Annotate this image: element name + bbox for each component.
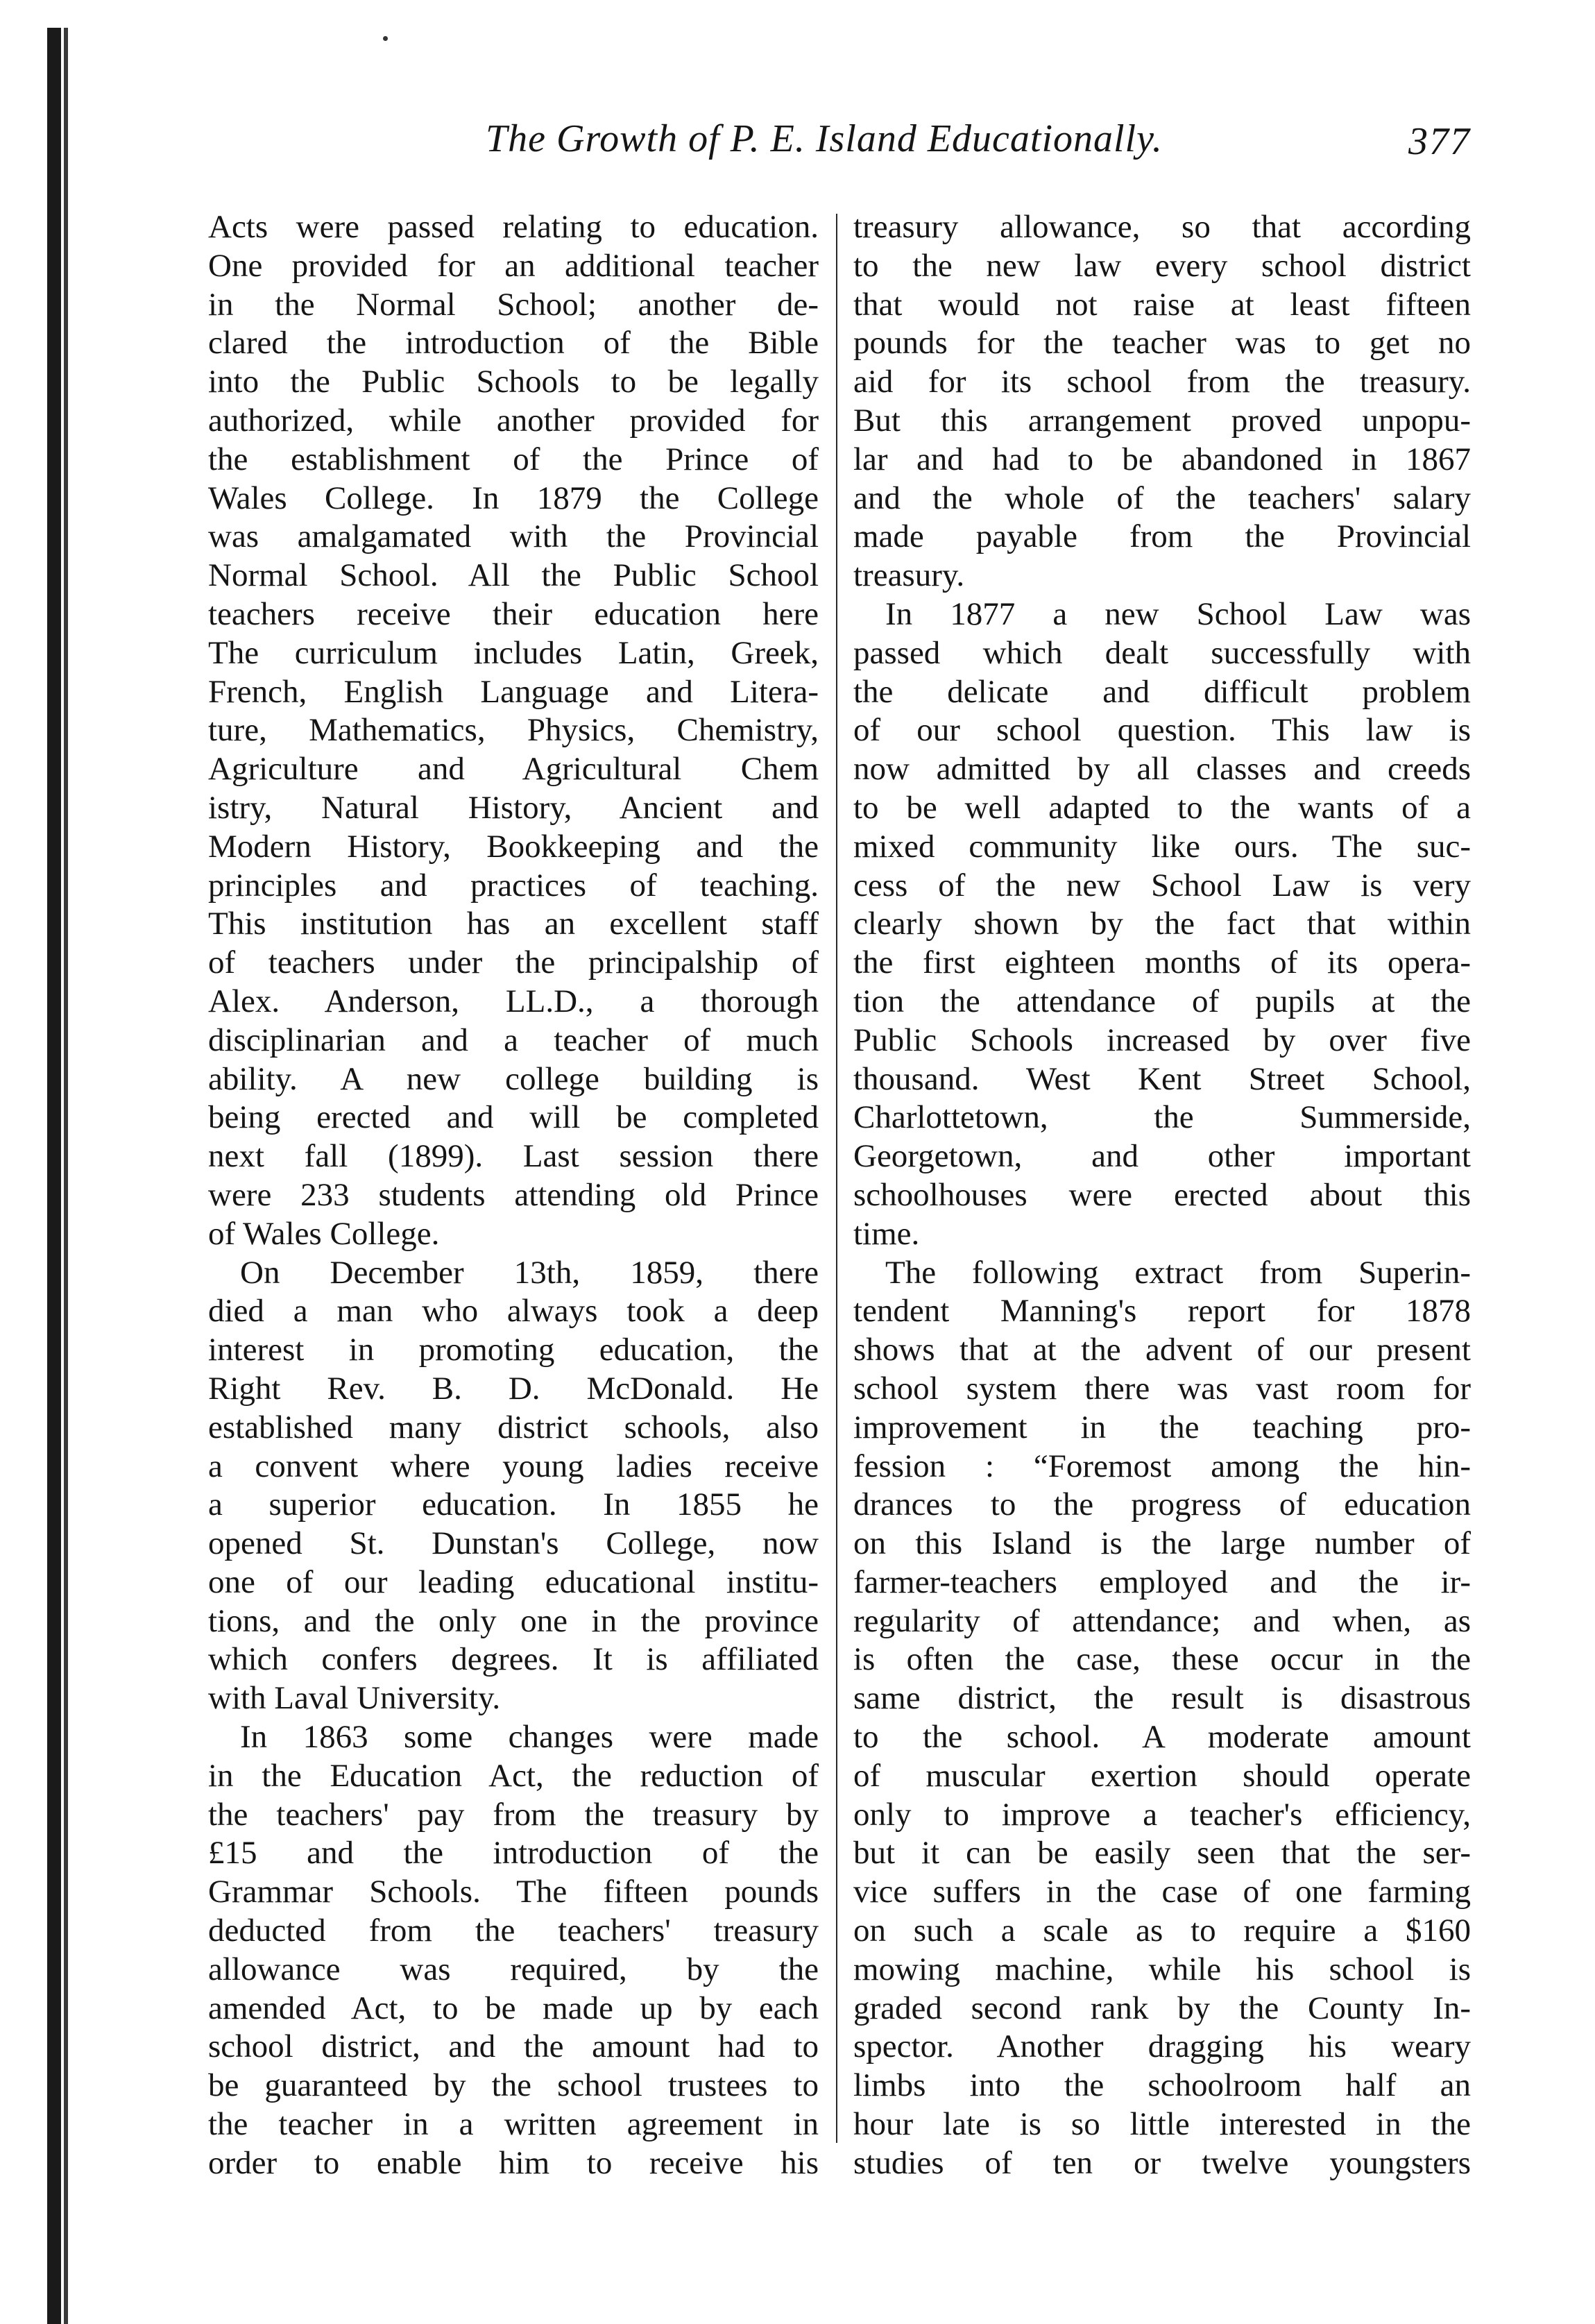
text-line: made payable from the Provincial [853,518,1471,555]
running-title: The Growth of P. E. Island Educationally. [486,117,1163,160]
print-speck [383,36,388,41]
text-line: treasury allowance, so that according [853,209,1471,245]
text-line: Wales College. In 1879 the College [208,480,819,516]
text-line: on this Island is the large number of [853,1525,1471,1562]
text-line: the first eighteen months of its opera- [853,944,1471,981]
text-line: the delicate and difficult problem [853,673,1471,710]
text-line: is often the case, these occur in the [853,1641,1471,1678]
text-line: Charlottetown, the Summerside, [853,1099,1471,1136]
text-line: a convent where young ladies receive [208,1448,819,1484]
text-line: only to improve a teacher's efficiency, [853,1796,1471,1833]
text-line: authorized, while another provided for [208,402,819,439]
text-line: Modern History, Bookkeeping and the [208,828,819,865]
text-line: to the new law every school district [853,247,1471,284]
text-line: Right Rev. B. D. McDonald. He [208,1370,819,1407]
text-line: Grammar Schools. The fifteen pounds [208,1874,819,1910]
text-line: hour late is so little interested in the [853,2106,1471,2143]
text-line: same district, the result is disastrous [853,1680,1471,1717]
binding-shadow-edge [64,28,68,2324]
right-column [853,208,1471,2183]
text-line: be guaranteed by the school trustees to [208,2067,819,2104]
text-line: vice suffers in the case of one farming [853,1874,1471,1910]
text-line: to be well adapted to the wants of a [853,789,1471,826]
text-line: to the school. A moderate amount [853,1719,1471,1756]
text-line: In 1877 a new School Law was [885,595,1471,632]
text-line: teachers receive their education here [208,595,819,632]
text-line: This institution has an excellent staff [208,906,819,942]
text-line: a superior education. In 1855 he [208,1486,819,1523]
text-line: now admitted by all classes and creeds [853,751,1471,788]
text-line: of muscular exertion should operate [853,1757,1471,1794]
text-line: established many district schools, also [208,1409,819,1445]
text-line: died a man who always took a deep [208,1293,819,1330]
text-line: being erected and will be completed [208,1099,819,1136]
text-line: opened St. Dunstan's College, now [208,1525,819,1562]
left-column [208,208,819,2183]
text-line: but it can be easily seen that the ser- [853,1835,1471,1872]
text-line: and the whole of the teachers' salary [853,480,1471,516]
text-line: of Wales College. [208,1215,440,1252]
text-line: principles and practices of teaching. [208,867,819,904]
text-line: improvement in the teaching pro- [853,1409,1471,1445]
page-number: 377 [1408,120,1471,163]
text-line: next fall (1899). Last session there [208,1138,819,1175]
text-line: The following extract from Superin- [885,1254,1471,1291]
text-line: cess of the new School Law is very [853,867,1471,904]
text-line: passed which dealt successfully with [853,634,1471,671]
text-line: the teacher in a written agreement in [208,2106,819,2143]
text-line: farmer-teachers employed and the ir- [853,1563,1471,1600]
text-line: amended Act, to be made up by each [208,1990,819,2026]
text-line: In 1863 some changes were made [240,1719,819,1756]
text-line: that would not raise at least fifteen [853,286,1471,323]
text-line: one of our leading educational institu- [208,1563,819,1600]
text-line: the teachers' pay from the treasury by [208,1796,819,1833]
text-line: The curriculum includes Latin, Greek, [208,634,819,671]
text-line: in the Normal School; another de- [208,286,819,323]
text-line: Public Schools increased by over five [853,1021,1471,1058]
text-line: allowance was required, by the [208,1951,819,1987]
text-line: But this arrangement proved unpopu- [853,402,1471,439]
text-line: ture, Mathematics, Physics, Chemistry, [208,712,819,749]
text-line: school system there was vast room for [853,1370,1471,1407]
text-line: On December 13th, 1859, there [240,1254,819,1291]
text-line: Normal School. All the Public School [208,557,819,594]
text-line: tendent Manning's report for 1878 [853,1293,1471,1330]
text-line: lar and had to be abandoned in 1867 [853,441,1471,477]
text-line: pounds for the teacher was to get no [853,325,1471,362]
text-line: with Laval University. [208,1680,501,1717]
text-line: French, English Language and Litera- [208,673,819,710]
text-line: £15 and the introduction of the [208,1835,819,1872]
text-line: the establishment of the Prince of [208,441,819,477]
text-line: on such a scale as to require a $160 [853,1912,1471,1949]
text-line: ability. A new college building is [208,1060,819,1097]
text-line: spector. Another dragging his weary [853,2028,1471,2065]
text-line: graded second rank by the County In- [853,1990,1471,2026]
text-line: mowing machine, while his school is [853,1951,1471,1987]
text-line: shows that at the advent of our present [853,1332,1471,1368]
text-line: which confers degrees. It is affiliated [208,1641,819,1678]
text-line: schoolhouses were erected about this [853,1176,1471,1213]
text-line: were 233 students attending old Prince [208,1176,819,1213]
text-line: disciplinarian and a teacher of much [208,1021,819,1058]
text-line: order to enable him to receive his [208,2144,819,2181]
binding-shadow [47,28,61,2324]
text-line: Georgetown, and other important [853,1138,1471,1175]
text-line: regularity of attendance; and when, as [853,1602,1471,1639]
text-line: treasury. [853,557,965,594]
text-line: was amalgamated with the Provincial [208,518,819,555]
text-line: studies of ten or twelve youngsters [853,2144,1471,2181]
text-line: tions, and the only one in the province [208,1602,819,1639]
text-line: deducted from the teachers' treasury [208,1912,819,1949]
text-line: of teachers under the principalship of [208,944,819,981]
text-line: school district, and the amount had to [208,2028,819,2065]
text-line: Agriculture and Agricultural Chem [208,751,819,788]
text-line: into the Public Schools to be legally [208,364,819,400]
text-line: of our school question. This law is [853,712,1471,749]
text-line: istry, Natural History, Ancient and [208,789,819,826]
text-line: limbs into the schoolroom half an [853,2067,1471,2104]
text-line: tion the attendance of pupils at the [853,983,1471,1019]
column-divider [836,214,837,2143]
text-line: Acts were passed relating to education. [208,209,819,245]
text-line: interest in promoting education, the [208,1332,819,1368]
text-line: fession : “Foremost among the hin- [853,1448,1471,1484]
text-line: in the Education Act, the reduction of [208,1757,819,1794]
text-line: clearly shown by the fact that within [853,906,1471,942]
text-line: clared the introduction of the Bible [208,325,819,362]
text-line: drances to the progress of education [853,1486,1471,1523]
text-line: mixed community like ours. The suc- [853,828,1471,865]
text-line: thousand. West Kent Street School, [853,1060,1471,1097]
text-line: time. [853,1215,920,1252]
text-line: One provided for an additional teacher [208,247,819,284]
text-line: aid for its school from the treasury. [853,364,1471,400]
text-line: Alex. Anderson, LL.D., a thorough [208,983,819,1019]
